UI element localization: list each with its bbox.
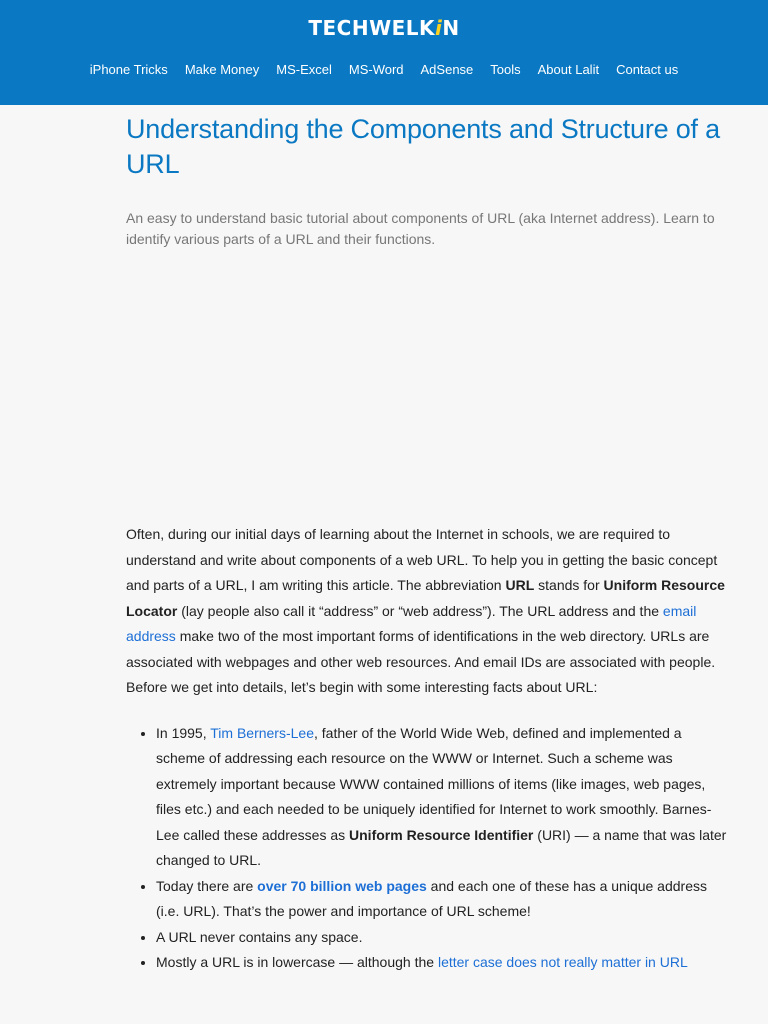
list-item (156, 925, 734, 951)
logo-text-i: i (435, 16, 443, 40)
fact1-text-1: In 1995, (156, 724, 211, 741)
nav-item-ms-excel[interactable]: MS-Excel (276, 62, 332, 77)
site-logo[interactable] (0, 0, 768, 40)
article-title: Understanding the Components and Structure of a URL (126, 114, 720, 179)
intro-text-4: make two of the most important forms of identifications in the web directory. URLs are associated with webpages and other web resources. And email IDs are associated with people. Before we get into details, let’s begin with some interesting facts about URL: (126, 628, 716, 695)
intro-bold-url-expansion: Uniform Resource Locator (126, 577, 725, 619)
web-pages-count-link[interactable]: over 70 billion web pages (257, 877, 427, 894)
nav-item-adsense[interactable]: AdSense (420, 62, 474, 77)
ad-placeholder (126, 250, 734, 522)
nav-item-contact-us[interactable]: Contact us (616, 62, 679, 77)
nav-item-ms-word[interactable]: MS-Word (348, 62, 404, 77)
email-address-link[interactable]: email address (126, 602, 697, 644)
intro-paragraph (126, 522, 734, 701)
intro-text-3: (lay people also call it “address” or “web address”). The URL address and the (177, 602, 663, 619)
main-nav (0, 62, 768, 77)
intro-text-2: stands for (534, 577, 604, 593)
logo-text-suffix: N (442, 16, 460, 40)
logo-text-prefix: TECHWELK (308, 16, 436, 40)
article (126, 112, 734, 976)
fact2-text-1: Today there are (156, 877, 258, 894)
fact1-text-3: (URI) — a name that was later changed to URL. (156, 826, 727, 868)
fact1-bold-uri: Uniform Resource Identifier (349, 826, 534, 843)
nav-item-tools[interactable]: Tools (490, 62, 521, 77)
intro-text-1: Often, during our initial days of learning about the Internet in schools, we are required to understand and write about components of a web URL. To help you in getting the basic concept and parts of a URL, I am writing this article. The abbreviation (126, 526, 718, 593)
fact4-text: Mostly a URL is in lowercase — although the (156, 954, 438, 970)
article-subtitle: An easy to understand basic tutorial about components of URL (aka Internet address). Learn to identify various parts of a URL and their functions. (126, 210, 715, 247)
fact3-text: A URL never contains any space. (156, 928, 363, 945)
list-item (156, 721, 734, 874)
fact1-text-2: , father of the World Wide Web, defined and implemented a scheme of addressing each resource on the WWW or Internet. Such a scheme was extremely important because WWW contained millions of items (like images, web pages, files etc.) and each needed to be uniquely identified for Internet to work smoothly. Barnes-Lee called these addresses as (156, 724, 712, 843)
intro-bold-url: URL (505, 577, 535, 593)
tim-berners-lee-link[interactable]: Tim Berners-Lee (210, 724, 314, 741)
list-item (156, 874, 734, 925)
nav-item-make-money[interactable]: Make Money (184, 62, 260, 77)
facts-list (126, 721, 734, 976)
site-header (0, 0, 768, 105)
nav-item-about-lalit[interactable]: About Lalit (537, 62, 600, 77)
nav-item-iphone-tricks[interactable]: iPhone Tricks (89, 62, 168, 77)
list-item (156, 950, 734, 976)
letter-case-link[interactable]: letter case does not really matter in URL (437, 954, 688, 970)
fact2-text-2: and each one of these has a unique address (i.e. URL). That’s the power and importance of URL scheme! (156, 877, 707, 919)
